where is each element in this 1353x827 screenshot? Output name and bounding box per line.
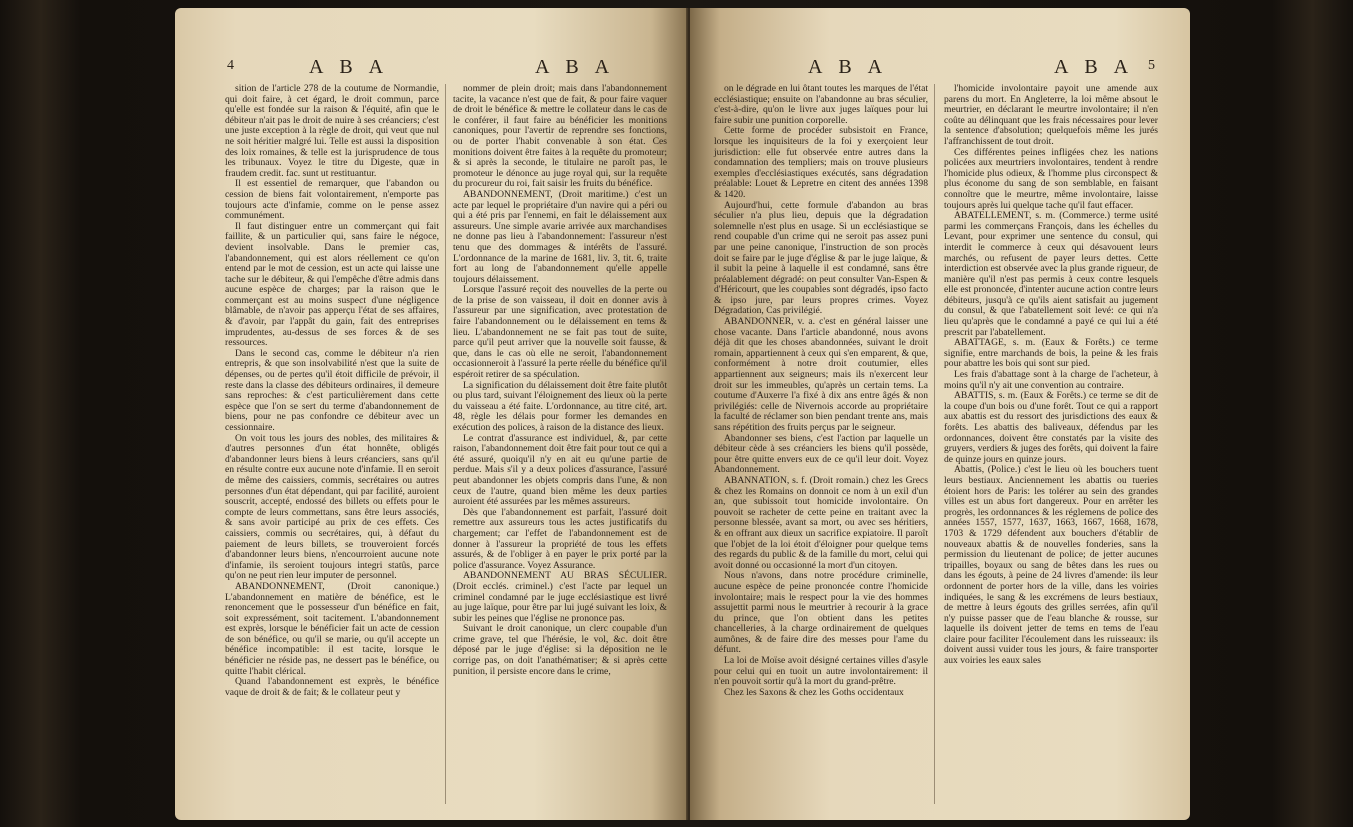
- paragraph: Dans le second cas, comme le débiteur n'a rien entrepris, & que son insolvabilité n'est que la suite de dépenses, ou de pertes qu'il étoit difficile de prévoir, il reste dans la classe des débiteurs ordinaires, il demeure sans reproches: & c'est particulièrement dans cette espèce que l'on se sert du terme d'abandonnement de biens, pour ne pas confondre ce débiteur avec un cessionnaire.: [225, 347, 439, 433]
- running-header-right-col2: A B A: [1054, 56, 1135, 78]
- paragraph: ABANDONNEMENT, (Droit maritime.) c'est un acte par lequel le propriétaire d'un navire qui a péri ou qui a été pris par l'ennemi, en fait le délaissement aux assureurs. Une simple avarie arrivée aux marchandises ne donne pas lieu à l'abandonnement: l'assureur n'est tenu que des dommages & intérêts de l'assuré. L'ordonnance de la marine de 1681, liv. 3, tit. 6, traite fort au long de l'abandonnement qu'elle appelle toujours délaissement.: [453, 188, 667, 285]
- paragraph: ABANDONNEMENT, (Droit canonique.) L'abandonnement en matière de bénéfice, est le renoncement que le possesseur d'un bénéfice en fait, soit expressément, soit tacitement. L'abandonnement est exprès, lorsque le bénéficier fait un acte de cession de son bénéfice, ou qu'il se marie, ou qu'il accepte un bénéfice incompatible: il est tacite, lorsque le bénéficier ne réside pas, ne dessert pas le bénéfice, ou quitte l'habit clérical.: [225, 580, 439, 677]
- paragraph: on le dégrade en lui ôtant toutes les marques de l'état ecclésiastique; ensuite on l'abandonne au bras séculier, c'est-à-dire, qu'on le livre aux juges laïques pour lui faire subir une punition corporelle.: [714, 83, 928, 126]
- paragraph: Aujourd'hui, cette formule d'abandon au bras séculier n'a plus lieu, depuis que la dégradation solemnelle n'est plus en usage. Si un ecclésiastique se rend coupable d'un crime qui ne seroit pas assez puni par une peine canonique, l'instruction de son procès doit se faire par le juge d'église & par le juge laïque, & il subit la peine à laquelle il est condamné, sans être préalablement dégradé: on peut consulter Van-Espen & d'Héricourt, que les coupables sont dégradés, ipso facto & ipso jure, par leurs propres crimes. Voyez Dégradation, Cas privilégié.: [714, 199, 928, 317]
- paragraph: sition de l'article 278 de la coutume de Normandie, qui doit faire, à cet égard, le droit commun, parce qu'elle est fondée sur la raison & l'équité, afin que le débiteur n'ait pas le droit de nuire à ses créanciers; c'est une juste exception à la règle de droit, qui veut que nul ne soit héritier malgré lui. Telle est aussi la disposition des loix romaines, & telle est la jurisprudence de tous les tribunaux. Voyez le titre du Digeste, quæ in fraudem credit. fac. sunt ut restituantur.: [225, 83, 439, 179]
- left-column-2: [453, 84, 667, 677]
- paragraph: ABATTAGE, s. m. (Eaux & Forêts.) ce terme signifie, entre marchands de bois, la peine & les frais pour abattre les bois qui sont sur pied.: [944, 337, 1158, 370]
- column-rule-right: [934, 84, 935, 804]
- right-page: [690, 8, 1190, 820]
- right-column-1: [714, 84, 928, 698]
- running-header-left-col1: A B A: [309, 56, 390, 78]
- paragraph: Lorsque l'assuré reçoit des nouvelles de la perte ou de la prise de son vaisseau, il doit en donner avis à l'assureur par une signification, avec protestation de faire l'abandonnement ou le délaissement en tems & lieu. L'abandonnement ne se fait pas tout de suite, parce qu'il peut arriver que la nouvelle soit fausse, & que, dans le cas où elle ne seroit, l'abandonnement occasionneroit à l'assuré la perte réelle du bénéfice qu'il espéroit retirer de sa spéculation.: [453, 284, 667, 381]
- paragraph: ABATTIS, s. m. (Eaux & Forêts.) ce terme se dit de la coupe d'un bois ou d'une forêt. Tout ce qui a rapport aux abattis est du ressort des jurisdictions des eaux & forêts. Les abattis des baliveaux, défendus par les ordonnances, doivent être constatés par la visite des gruyers, verdiers & juges des forêts, qui doivent la faire de quinze jours en quinze jours.: [944, 390, 1158, 465]
- running-header-left-col2: A B A: [535, 56, 616, 78]
- page-number-right: 5: [1148, 58, 1155, 73]
- paragraph: Le contrat d'assurance est individuel, &, par cette raison, l'abandonnement doit être fait pour tout ce qui a été assuré, quoiqu'il n'y en ait eu qu'une partie de perdue. Mais s'il y a deux polices d'assurance, l'assuré peut abandonner les objets compris dans l'une, & non ceux de l'autre, quand bien même les deux parties auroient été assurées par les mêmes assureurs.: [453, 432, 667, 508]
- column-rule-left: [445, 84, 446, 804]
- paragraph: Ces différentes peines infligées chez les nations policées aux meurtriers involontaires, tendent à rendre l'homicide plus odieux, & l'homme plus circonspect & plus économe du sang de son semblable, en faisant connoître que le meurtre, même involontaire, laisse toujours après lui quelque tache qu'il faut effacer.: [944, 146, 1158, 211]
- paragraph: nommer de plein droit; mais dans l'abandonnement tacite, la vacance n'est que de fait, & pour faire vaquer de droit le bénéfice & mettre le collateur dans le cas de le conférer, il faut faire au bénéficier les monitions canoniques, pour l'avertir de reprendre ses fonctions, ou de porter l'habit convenable à son état. Ces monitions doivent être faites à la requête du promoteur; & si après la seconde, le titulaire ne paroît pas, le promoteur le dénonce au juge royal qui, sur la requête du procureur du roi, fait saisir les fruits du bénéfice.: [453, 83, 667, 190]
- paragraph: Dès que l'abandonnement est parfait, l'assuré doit remettre aux assureurs tous les actes justificatifs du chargement; car l'effet de l'abandonnement est de donner à l'assureur la propriété de tous les effets assurés, & de l'obliger à en payer le prix porté par la police d'assurance. Voyez Assurance.: [453, 506, 667, 571]
- paragraph: Il faut distinguer entre un commerçant qui fait faillite, & un particulier qui, sans faire le négoce, devient insolvable. Dans le premier cas, l'abandonnement, qui est alors réellement ce qu'on entend par le mot de cession, est un acte qui laisse une tache sur le débiteur, & qui l'empêche d'être admis dans aucune espèce de charges; par la raison que le commerçant est au moins suspect d'une négligence blâmable, de n'avoir pas apperçu l'état de ses affaires, & d'avoir, par l'appât du gain, fait des entreprises imprudentes, au-dessus de ses forces & de ses ressources.: [225, 220, 439, 349]
- paragraph: La signification du délaissement doit être faite plutôt ou plus tard, suivant l'éloignement des lieux où la perte du vaisseau a été faite. L'ordonnance, au titre cité, art. 48, règle les délais pour former les demandes en exécution des polices, à raison de la distance des lieux.: [453, 379, 667, 433]
- paragraph: On voit tous les jours des nobles, des militaires & d'autres personnes d'un état honnête, obligés d'abandonner leurs biens à leurs créanciers, sans qu'il en résulte contre eux aucune note d'infamie. Il en seroit de même des caissiers, commis, secrétaires ou autres personnes d'un état dépendant, qui par facilité, auroient souscrit, accepté, endossé des billets ou effets pour le compte de leurs commettans, sans être leurs associés, & sans avoir participé au prix de ces effets. Ces caissiers, commis ou secrétaires, qui, à défaut du paiement de leurs billets, se trouveroient forcés d'abandonner leurs biens, n'encourroient aucune note d'infamie, ils seroient toujours integri statûs, parce qu'on ne peut rien leur imputer de personnel.: [225, 432, 439, 582]
- paragraph: La loi de Moïse avoit désigné certaines villes d'asyle pour celui qui en tuoit un autre involontairement: il n'en pouvoit sortir qu'à la mort du grand-prêtre.: [714, 655, 928, 688]
- paragraph: ABANDONNER, v. a. c'est en général laisser une chose vacante. Dans l'article abandonné, nous avons déjà dit que les choses abandonnées, suivant le droit romain, appartiennent à ceux qui s'en emparent, & que, conformément à notre droit coutumier, elles appartiennent aux seigneurs; mais ils n'exercent leur droit sur les immeubles, qu'après un certain tems. La coutume d'Auxerre l'a fixé à dix ans entre âgés & non privilégiés: celle de Nivernois accorde au propriétaire la faculté de réclamer son bien pendant trente ans, mais sans répétition des fruits perçus par le seigneur.: [714, 316, 928, 433]
- paragraph: Il est essentiel de remarquer, que l'abandon ou cession de biens fait volontairement, n'emporte pas toujours acte d'infamie, comme on le pense assez communément.: [225, 178, 439, 222]
- right-column-2: [944, 84, 1158, 667]
- left-page: [175, 8, 687, 820]
- running-header-right-col1: A B A: [808, 56, 889, 78]
- left-column-1: [225, 84, 439, 698]
- page-number-left: 4: [227, 58, 234, 73]
- paragraph: Cette forme de procéder subsistoit en France, lorsque les inquisiteurs de la foi y exerçoient leur jurisdiction: elle fut observée entre autres dans la condamnation des templiers; mais on trouve plusieurs exemples d'ecclésiastiques exécutés, sans dégradation préalable: Louet & Lepretre en citent des années 1398 & 1420.: [714, 125, 928, 200]
- paragraph: l'homicide involontaire payoit une amende aux parens du mort. En Angleterre, la loi même absout le meurtrier, en déclarant le meurtre involontaire; il n'en coûte au délinquant que les frais nécessaires pour lever la sentence d'absolution; quelquefois même les jurés l'affranchissent de tout droit.: [944, 83, 1158, 147]
- paragraph: Les frais d'abattage sont à la charge de l'acheteur, à moins qu'il n'y ait une convention au contraire.: [944, 369, 1158, 391]
- paragraph: Suivant le droit canonique, un clerc coupable d'un crime grave, tel que l'hérésie, le vol, &c. doit être déposé par le juge d'église: si la déposition ne le corrige pas, on doit l'anathématiser; & si après cette punition, il persiste encore dans le crime,: [453, 623, 667, 677]
- paragraph: Quand l'abandonnement est exprès, le bénéfice vaque de droit & de fait; & le collateur peut y: [225, 676, 439, 698]
- paragraph: Abandonner ses biens, c'est l'action par laquelle un débiteur cède à ses créanciers les biens qu'il possède, pour être quitte envers eux de ce qu'il leur doit. Voyez Abandonnement.: [714, 432, 928, 476]
- paragraph: ABANNATION, s. f. (Droit romain.) chez les Grecs & chez les Romains on donnoit ce nom à un exil d'un an, que subissoit tout homicide involontaire. On pouvoit se racheter de cette peine en traitant avec la personne blessée, avant sa mort, ou avec ses héritiers, & en offrant aux dieux un sacrifice expiatoire. Il paroît que l'objet de la loi étoit d'éloigner pour quelque tems des regards du public & de la famille du mort, celui qui avoit donné ou occasionné la mort d'un citoyen.: [714, 474, 928, 571]
- paragraph: ABANDONNEMENT AU BRAS SÉCULIER. (Droit ecclés. criminel.) c'est l'acte par lequel un criminel condamné par le juge ecclésiastique est livré au juge laïque, pour être par lui jugé suivant les loix, & subir les peines que l'église ne prononce pas.: [453, 570, 667, 624]
- paragraph: ABATELLEMENT, s. m. (Commerce.) terme usité parmi les commerçans François, dans les échelles du Levant, pour exprimer une sentence du consul, qui interdit le commerce à ceux qui désavouent leurs marchés, ou refusent de payer leurs dettes. Cette interdiction est observée avec la plus grande rigueur, de manière qu'il n'est pas permis à ceux contre lesquels elle est prononcée, d'intenter aucune action contre leurs débiteurs, jusqu'à ce qu'ils aient satisfait au jugement du consul, & que l'abatellement soit levé: ce qui n'a lieu qu'après que le condamné a payé ce qui lui a été prescrit par l'abatellement.: [944, 210, 1158, 338]
- paragraph: Chez les Saxons & chez les Goths occidentaux: [724, 686, 904, 698]
- paragraph: Abattis, (Police.) c'est le lieu où les bouchers tuent leurs bestiaux. Anciennement les abattis ou tueries étoient hors de Paris: les tolérer au sein des grandes villes est un abus fort dangereux. Pour en arrêter les progrès, les ordonnances & les réglemens de police des années 1557, 1577, 1637, 1663, 1667, 1668, 1678, 1703 & 1729 défendent aux bouchers d'établir de nouveaux abattis & de nouvelles fonderies, sans la permission du lieutenant de police; de jetter aucunes tripailles, boyaux ou sang de bêtes dans les rues ou dans les égouts, à peine de 24 livres d'amende: ils leur ordonnent de porter hors de la ville, dans les voiries indiquées, le sang & les excrémens de leurs bestiaux, de mettre à leurs égouts des grilles serrées, afin qu'il n'y puisse passer que de l'eau blanche & rousse, sur laquelle ils doivent jetter de tems en tems de l'eau claire pour faciliter l'écoulement dans les ruisseaux: ils doivent aussi vuider tous les jours, & faire transporter aux voiries les eaux sales: [944, 464, 1158, 667]
- paragraph: Nous n'avons, dans notre procédure criminelle, aucune espèce de peine prononcée contre l'homicide involontaire; mais le respect pour la vie des hommes assujettit parmi nous le meurtrier à recourir à la grace du prince, que l'on obtient dans les petites chancelleries, à la charge ordinairement de quelques aumônes, & de faire dire des messes pour l'ame du défunt.: [714, 570, 928, 656]
